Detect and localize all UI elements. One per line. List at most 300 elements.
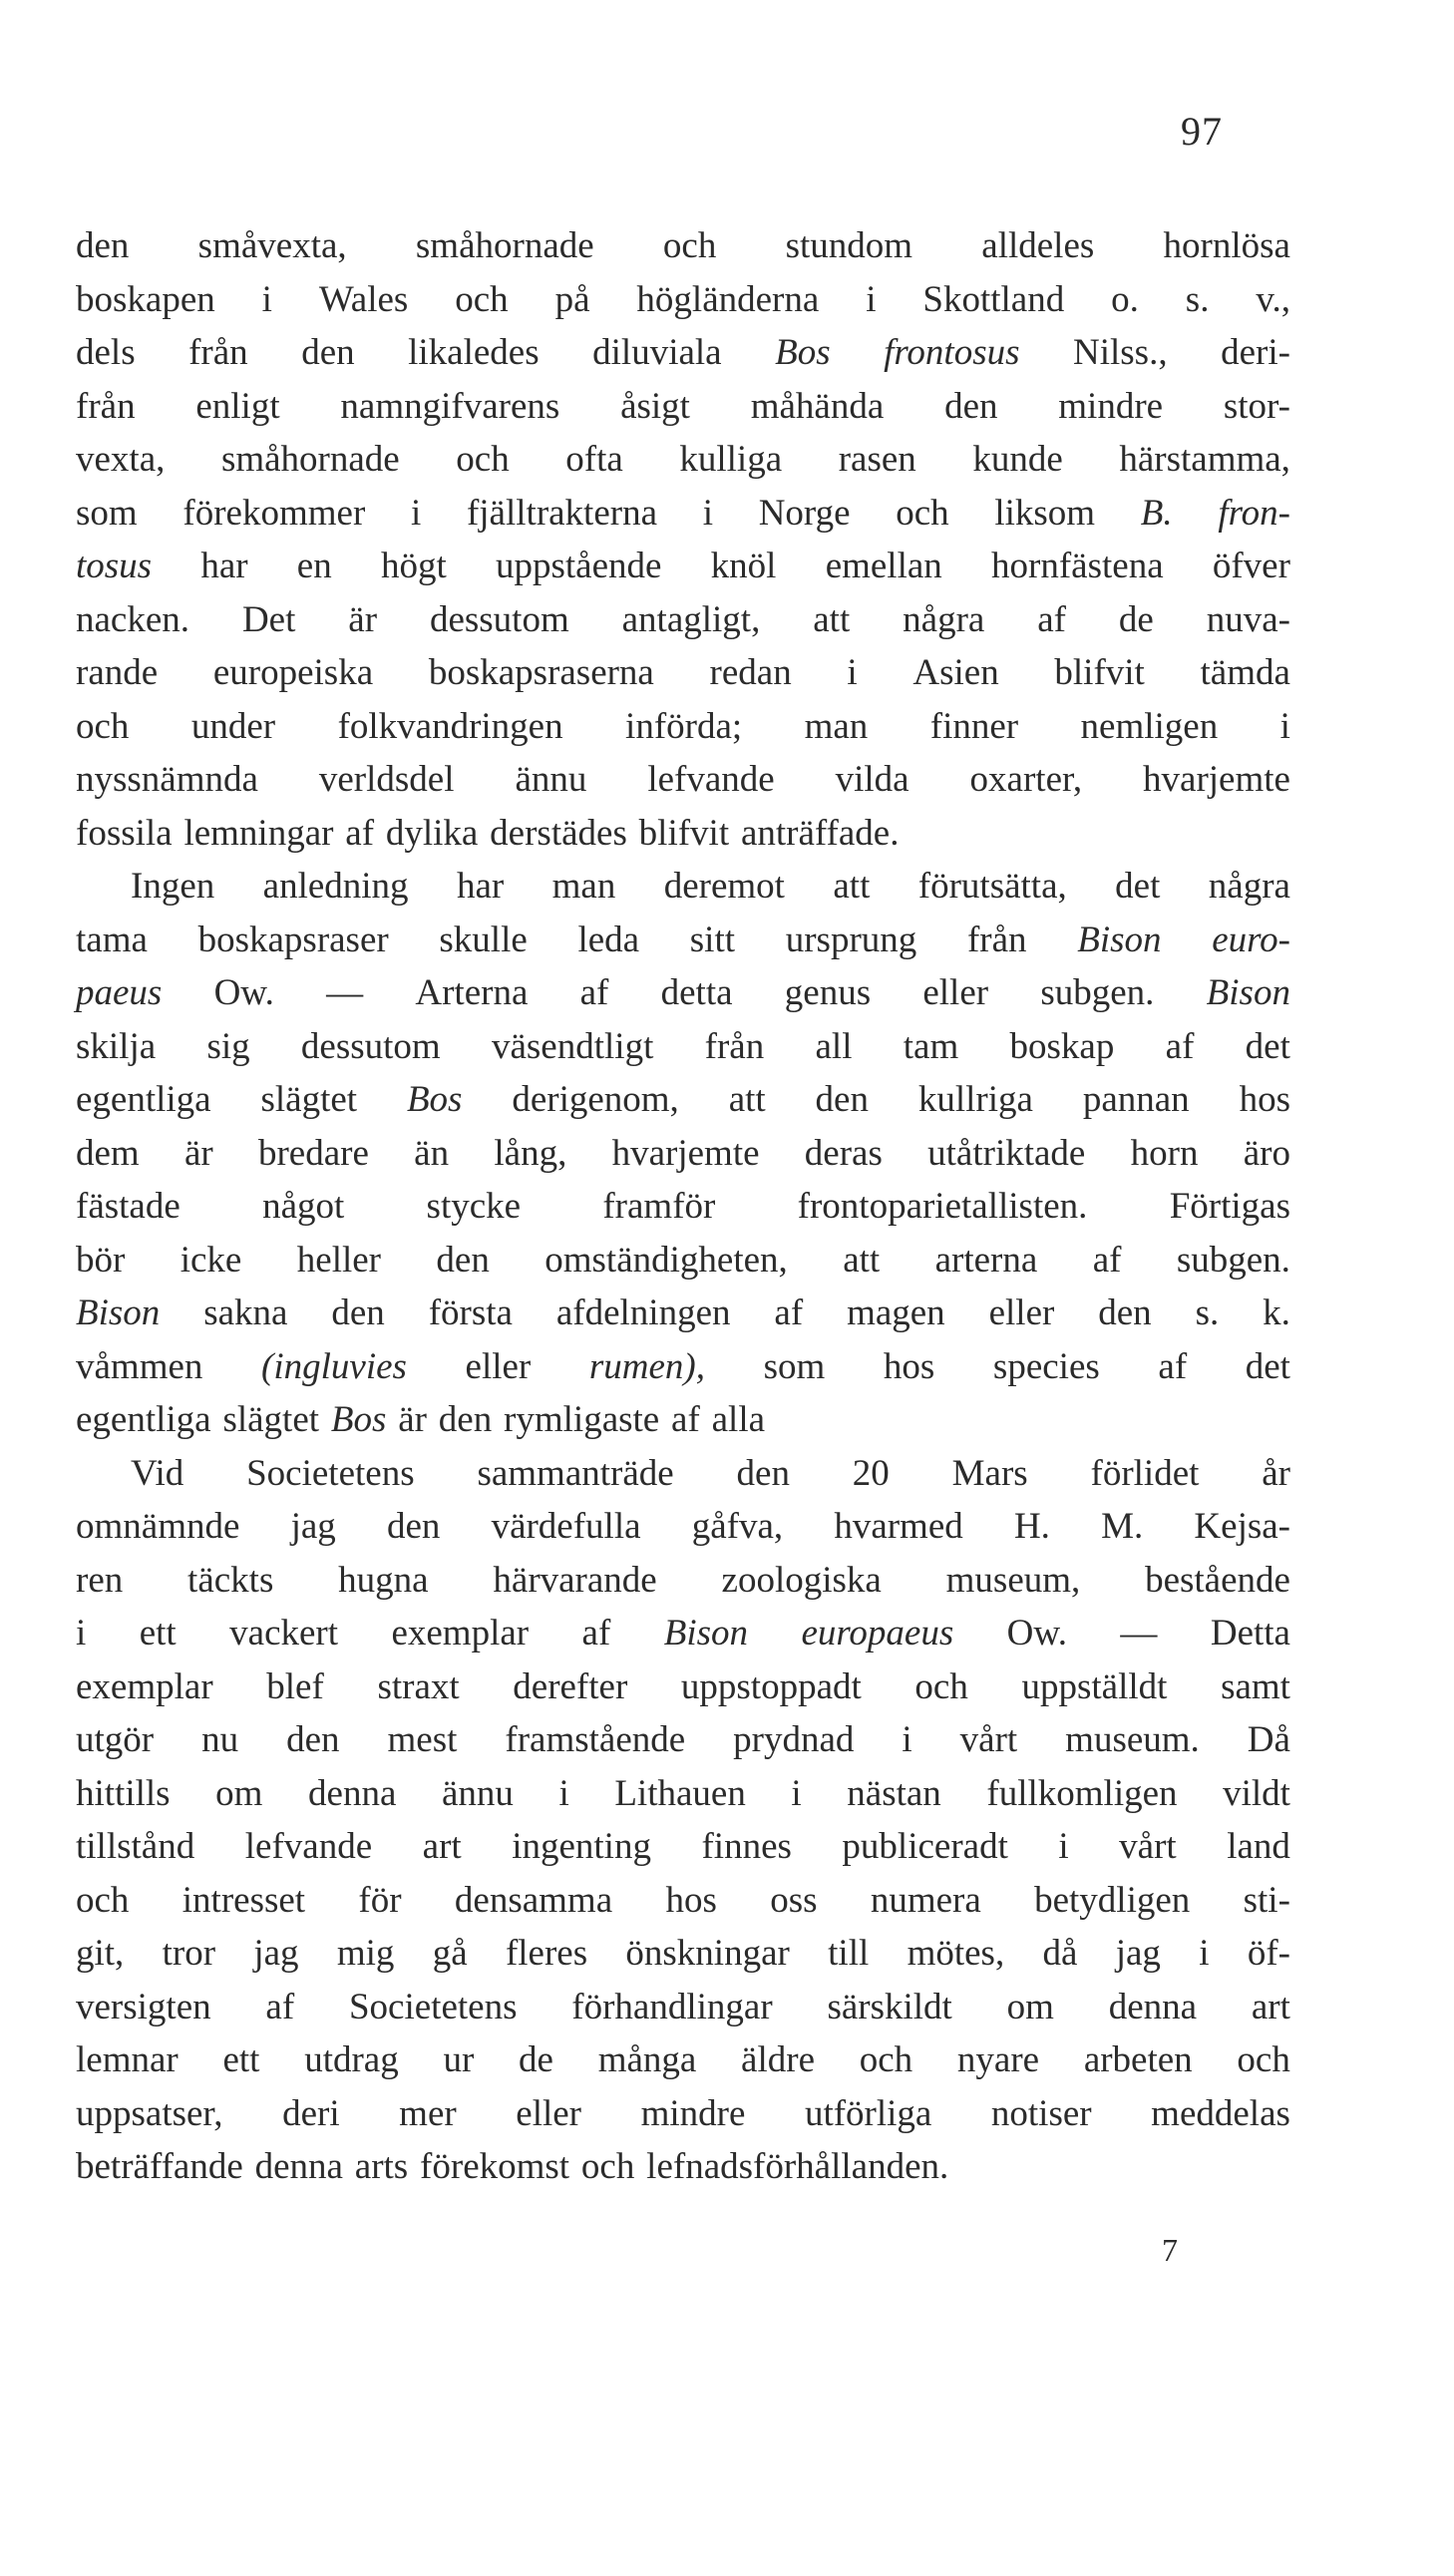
word: fullkomligen	[986, 1772, 1178, 1814]
word: den	[286, 1719, 340, 1760]
word: af	[579, 972, 609, 1013]
word: skulle	[439, 919, 528, 960]
word: eller	[922, 972, 989, 1013]
word: nacken.	[76, 598, 190, 640]
word: subgen.	[1040, 972, 1155, 1013]
word: deri	[282, 2092, 340, 2134]
word: Arterna	[415, 972, 529, 1013]
word: mest	[387, 1719, 458, 1760]
word: ur	[443, 2039, 475, 2080]
word: frontosus	[884, 332, 1020, 373]
word: äro	[1243, 1132, 1290, 1174]
word: sakna	[203, 1292, 288, 1333]
word: bredare	[257, 1132, 369, 1174]
text-line	[76, 1287, 1290, 1340]
word: tämda	[1200, 652, 1290, 693]
word: hornlösa	[1163, 225, 1290, 266]
word: och	[76, 705, 130, 747]
word: lefnadsförhållanden.	[646, 2146, 949, 2187]
word: horn	[1130, 1132, 1199, 1174]
word: i	[558, 1772, 569, 1814]
word: eller	[516, 2092, 581, 2134]
word: Bison	[1206, 972, 1290, 1013]
word: gåfva,	[691, 1506, 784, 1547]
word: hvarjemte	[611, 1132, 760, 1174]
word: att	[833, 866, 871, 907]
text-line	[76, 540, 1290, 593]
word: ofta	[565, 439, 623, 480]
word: slägtet	[260, 1079, 358, 1120]
word: densamma	[454, 1879, 613, 1921]
word: Då	[1247, 1719, 1290, 1760]
text-line	[76, 1127, 1290, 1181]
word: skilja	[76, 1025, 157, 1067]
word: af	[265, 1986, 295, 2027]
word: all	[815, 1025, 853, 1067]
word: utåtriktade	[927, 1132, 1086, 1174]
word: i	[410, 492, 422, 534]
text-line	[76, 273, 1290, 327]
word: fron-	[1218, 492, 1290, 534]
word: än	[414, 1132, 450, 1174]
word: förutsätta,	[917, 866, 1067, 907]
word: diluviala	[592, 332, 722, 373]
text-line	[76, 1393, 1290, 1447]
word: zoologiska	[721, 1559, 882, 1601]
word: några	[1208, 866, 1290, 907]
word: i	[76, 1613, 87, 1654]
word: som	[76, 492, 138, 534]
text-line	[76, 1554, 1290, 1608]
word: straxt	[377, 1665, 460, 1707]
word: derstädes	[490, 812, 627, 854]
word: boskapsraserna	[428, 652, 654, 693]
text-line	[76, 1660, 1290, 1714]
word: rasen	[838, 439, 916, 480]
word: oss	[770, 1879, 818, 1921]
text-line	[76, 700, 1290, 754]
word: i	[1279, 705, 1290, 747]
word: täckts	[187, 1559, 274, 1601]
word: öf-	[1247, 1933, 1290, 1974]
word: ännu	[441, 1772, 514, 1814]
text-line	[76, 380, 1290, 434]
word: framför	[602, 1186, 716, 1227]
word: lång,	[494, 1132, 567, 1174]
word: kullriga	[917, 1079, 1033, 1120]
word: s.	[1195, 1292, 1220, 1333]
word: framstående	[505, 1719, 686, 1760]
text-line	[76, 1340, 1290, 1394]
word: land	[1227, 1826, 1290, 1867]
word: boskapen	[76, 278, 215, 320]
word: Detta	[1210, 1613, 1290, 1654]
word: som	[763, 1345, 826, 1387]
word: i	[702, 492, 713, 534]
word: tror	[162, 1933, 216, 1974]
word: från	[76, 385, 136, 427]
signature-mark: 7	[1162, 2232, 1178, 2268]
word: i	[1058, 1826, 1069, 1867]
word: den	[815, 1079, 869, 1120]
word: vackert	[229, 1613, 339, 1654]
word: Vid	[131, 1452, 184, 1494]
word: Förtigas	[1169, 1186, 1290, 1227]
word: äldre	[741, 2039, 815, 2080]
word: blef	[266, 1665, 324, 1707]
text-line	[76, 646, 1290, 700]
text-line	[76, 1020, 1290, 1074]
word: Societetens	[246, 1452, 415, 1494]
text-line	[76, 1981, 1290, 2034]
word: om	[1006, 1986, 1054, 2027]
text-line	[76, 1500, 1290, 1554]
word: species	[992, 1345, 1100, 1387]
word: för	[358, 1879, 402, 1921]
text-line	[76, 1820, 1290, 1874]
word: ett	[139, 1613, 177, 1654]
word: i	[847, 652, 858, 693]
word: tam	[903, 1025, 959, 1067]
word: uppsatser,	[76, 2092, 223, 2134]
word: och	[914, 1665, 968, 1707]
word: omnämnde	[76, 1506, 240, 1547]
word: Mars	[951, 1452, 1028, 1494]
word: arterna	[934, 1239, 1038, 1281]
word: (ingluvies	[261, 1345, 407, 1387]
word: mötes,	[907, 1933, 1005, 1974]
word: af	[581, 1613, 611, 1654]
word: införda;	[625, 705, 743, 747]
word: hornfästena	[991, 546, 1164, 586]
word: utförliga	[804, 2092, 932, 2134]
word: ingenting	[512, 1826, 651, 1867]
word: och	[76, 1879, 130, 1921]
word: hos	[665, 1879, 717, 1921]
word: sitt	[689, 919, 736, 960]
word: af	[1158, 1345, 1188, 1387]
word: är	[183, 1132, 213, 1174]
word: några	[903, 598, 985, 640]
word: subgen.	[1176, 1239, 1290, 1281]
word: och	[456, 439, 510, 480]
text-line	[76, 487, 1290, 541]
word: museum,	[945, 1559, 1081, 1601]
word: bör	[76, 1239, 126, 1281]
word: v.,	[1256, 278, 1290, 320]
word: våmmen	[76, 1345, 203, 1387]
word: man	[804, 705, 869, 747]
word: och	[859, 2039, 913, 2080]
word: Ow.	[1006, 1613, 1067, 1654]
word: Det	[241, 598, 296, 640]
word: 20	[852, 1452, 890, 1494]
word: i	[791, 1772, 802, 1814]
text-line	[76, 219, 1290, 273]
word: är	[348, 598, 378, 640]
word: dessutom	[300, 1025, 441, 1067]
word: den	[436, 1239, 490, 1281]
word: enligt	[195, 385, 280, 427]
word: blifvit	[1054, 652, 1145, 693]
word: egentliga	[76, 1399, 211, 1440]
text-line	[76, 860, 1290, 914]
word: liksom	[994, 492, 1096, 534]
word: uppstående	[495, 546, 662, 586]
word: Bos	[775, 332, 831, 373]
word: antagligt,	[621, 598, 761, 640]
word: Kejsa-	[1194, 1506, 1290, 1547]
word: jag	[290, 1506, 336, 1547]
word: prydnad	[733, 1719, 855, 1760]
word: härstamma,	[1119, 439, 1290, 480]
word: stycke	[426, 1186, 522, 1227]
word: denna	[1108, 1986, 1198, 2027]
word: heller	[296, 1239, 381, 1281]
word: af	[671, 1399, 700, 1440]
word: s.	[1185, 278, 1210, 320]
text-line	[76, 2140, 1290, 2194]
word: Skottland	[922, 278, 1065, 320]
word: hos	[883, 1345, 935, 1387]
word: om	[215, 1772, 263, 1814]
word: egentliga	[76, 1079, 211, 1120]
word: den	[76, 225, 130, 266]
word: Bison	[663, 1613, 749, 1654]
word: M.	[1101, 1506, 1144, 1547]
word: slägtet	[222, 1399, 320, 1440]
word: ett	[222, 2039, 260, 2080]
word: hvarjemte	[1143, 759, 1290, 800]
word: nyare	[956, 2039, 1040, 2080]
word: lefvande	[647, 759, 775, 800]
word: förekomst	[420, 2146, 570, 2187]
word: i	[866, 278, 877, 320]
word: redan	[709, 652, 792, 693]
word: förekommer	[182, 492, 366, 534]
word: hvarmed	[834, 1506, 963, 1547]
word: Wales	[318, 278, 409, 320]
word: är	[398, 1399, 427, 1440]
word: notiser	[990, 2092, 1092, 2134]
word: intresset	[182, 1879, 306, 1921]
word: rumen),	[588, 1345, 705, 1387]
word: och	[662, 225, 717, 266]
text-line	[76, 966, 1290, 1020]
word: önskningar	[625, 1933, 790, 1974]
word: af	[1037, 598, 1066, 640]
word: boskapsraser	[197, 919, 389, 960]
word: hugna	[338, 1559, 429, 1601]
word: Nilss.,	[1073, 332, 1168, 373]
word: Societetens	[348, 1986, 518, 2027]
word: finner	[929, 705, 1019, 747]
word: något	[262, 1186, 345, 1227]
word: euro-	[1212, 919, 1290, 960]
word: många	[597, 2039, 697, 2080]
word: o.	[1111, 278, 1139, 320]
word: mindre	[1058, 385, 1164, 427]
word: bestående	[1145, 1559, 1290, 1601]
word: särskildt	[827, 1986, 952, 2027]
word: uppställdt	[1021, 1665, 1168, 1707]
word: beträffande	[76, 2146, 243, 2187]
word: deremot	[663, 866, 785, 907]
word: af	[345, 812, 375, 854]
word: dessutom	[429, 598, 569, 640]
word: detta	[660, 972, 733, 1013]
word: nemligen	[1080, 705, 1219, 747]
word: man	[551, 866, 616, 907]
word: frontoparietallisten.	[797, 1186, 1088, 1227]
word: uppstoppadt	[680, 1665, 862, 1707]
word: sig	[206, 1025, 250, 1067]
word: alla	[711, 1399, 766, 1440]
word: anträffade.	[740, 812, 900, 854]
text-line	[76, 433, 1290, 487]
word: öfver	[1212, 546, 1290, 586]
text-line	[76, 2033, 1290, 2087]
word: vexta,	[76, 439, 166, 480]
word: numera	[870, 1879, 981, 1921]
word: leda	[577, 919, 640, 960]
word: i	[902, 1719, 912, 1760]
word: utdrag	[304, 2039, 399, 2080]
text-line	[76, 753, 1290, 807]
word: lefvande	[244, 1826, 373, 1867]
word: Asien	[912, 652, 999, 693]
word: eller	[465, 1345, 532, 1387]
word: derigenom,	[512, 1079, 679, 1120]
text-line	[76, 1607, 1290, 1660]
word: k.	[1263, 1292, 1290, 1333]
word: åsigt	[620, 385, 690, 427]
word: denna	[308, 1772, 397, 1814]
text-line	[76, 593, 1290, 647]
word: och	[455, 278, 509, 320]
word: Bos	[406, 1079, 463, 1120]
word: hittills	[76, 1772, 171, 1814]
word: afdelningen	[555, 1292, 731, 1333]
word: förlidet	[1090, 1452, 1200, 1494]
word: eller	[988, 1292, 1055, 1333]
word: art	[422, 1826, 462, 1867]
word: boskap	[1009, 1025, 1115, 1067]
word: den	[944, 385, 998, 427]
word: stundom	[785, 225, 913, 266]
word: derefter	[513, 1665, 628, 1707]
word: de	[1118, 598, 1154, 640]
text-line	[76, 914, 1290, 967]
word: finnes	[701, 1826, 792, 1867]
word: den	[1098, 1292, 1152, 1333]
word: hos	[1239, 1079, 1290, 1120]
word: en	[296, 546, 332, 586]
word: Bison	[1077, 919, 1162, 960]
word: till	[828, 1933, 870, 1974]
word: lemningar	[183, 812, 334, 854]
word: den	[438, 1399, 493, 1440]
word: Bison	[76, 1292, 161, 1333]
word: vårt	[959, 1719, 1018, 1760]
word: publiceradt	[842, 1826, 1008, 1867]
word: kulliga	[679, 439, 783, 480]
word: nyssnämnda	[76, 759, 258, 800]
word: och	[580, 2146, 635, 2187]
word: fästade	[76, 1186, 181, 1227]
word: tillstånd	[76, 1826, 195, 1867]
word: versigten	[76, 1986, 211, 2027]
word: småvexta,	[197, 225, 347, 266]
word: namngifvarens	[340, 385, 560, 427]
word: Lithauen	[614, 1772, 746, 1814]
word: exemplar	[76, 1665, 213, 1707]
word: blifvit	[638, 812, 730, 854]
word: europeiska	[212, 652, 374, 693]
text-line	[76, 326, 1290, 380]
word: den	[301, 332, 355, 373]
word: sammanträde	[477, 1452, 674, 1494]
word: likaledes	[408, 332, 540, 373]
word: på	[554, 278, 590, 320]
word: från	[966, 919, 1027, 960]
text-line	[76, 1927, 1290, 1981]
text-line	[76, 1073, 1290, 1127]
word: under	[190, 705, 276, 747]
word: den	[386, 1506, 441, 1547]
word: det	[1245, 1025, 1290, 1067]
word: europaeus	[801, 1613, 954, 1654]
word: icke	[180, 1239, 242, 1281]
word: utgör	[76, 1719, 155, 1760]
word: att	[728, 1079, 766, 1120]
word: magen	[847, 1292, 945, 1333]
word: fossila	[76, 812, 173, 854]
word: rymligaste	[504, 1399, 660, 1440]
word: högt	[380, 546, 447, 586]
word: det	[1245, 1345, 1290, 1387]
word: deri-	[1221, 332, 1290, 373]
word: pannan	[1082, 1079, 1190, 1120]
word: mindre	[640, 2092, 746, 2134]
word: har	[200, 546, 248, 586]
word: år	[1262, 1452, 1290, 1494]
word: har	[456, 866, 505, 907]
word: jag	[253, 1933, 299, 1974]
text-line	[76, 1874, 1290, 1928]
word: arts	[354, 2146, 409, 2187]
word: i	[1199, 1933, 1210, 1974]
word: högländerna	[636, 278, 820, 320]
word: folkvandringen	[337, 705, 563, 747]
word: jag	[1115, 1933, 1161, 1974]
text-line	[76, 2087, 1290, 2141]
word: H.	[1013, 1506, 1050, 1547]
word: genus	[784, 972, 872, 1013]
word: Bos	[330, 1399, 387, 1440]
word: —	[1120, 1613, 1158, 1654]
word: —	[326, 972, 364, 1013]
word: dels	[76, 332, 136, 373]
word: af	[1165, 1025, 1195, 1067]
word: och	[1237, 2039, 1290, 2080]
word: tama	[76, 919, 148, 960]
word: lemnar	[76, 2039, 179, 2080]
word: fjälltrakterna	[466, 492, 658, 534]
word: meddelas	[1151, 2092, 1290, 2134]
word: vildt	[1223, 1772, 1290, 1814]
word: och	[896, 492, 949, 534]
